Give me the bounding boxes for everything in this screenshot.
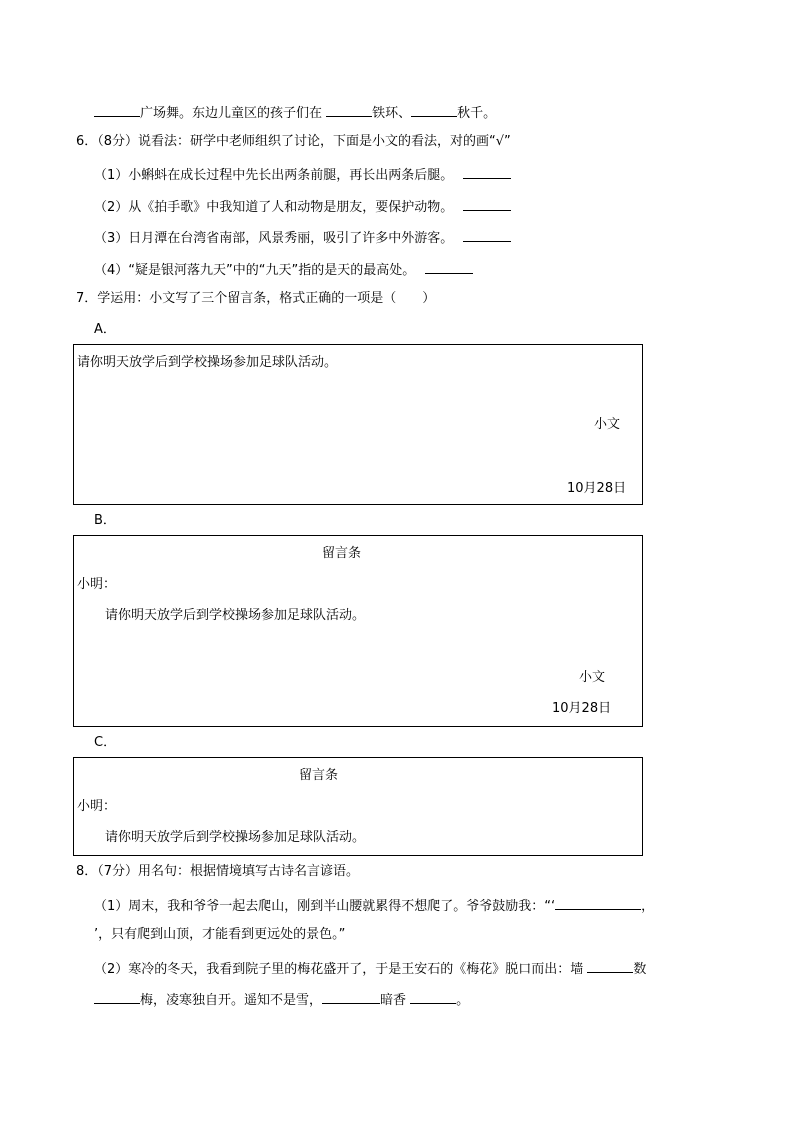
option-c-label[interactable]: C．	[94, 735, 117, 750]
q8-p2-text-1: （2）寒冷的冬天，我看到院子里的梅花盛开了，于是王安石的《梅花》脱口而出：墙	[94, 962, 584, 977]
q8-p1-text: （1）周末，我和爷爷一起去爬山，刚到半山腰就累得不想爬了。爷爷鼓励我：“‘	[94, 899, 556, 914]
q6-item-4	[94, 260, 473, 279]
option-c-body: 请你明天放学后到学校操场参加足球队活动。	[105, 830, 366, 845]
q8-p1-line2: ’，只有爬到山顶，才能看到更远处的景色。”	[94, 927, 346, 942]
q8-p1-comma: ，	[641, 899, 655, 914]
option-a-body: 请你明天放学后到学校操场参加足球队活动。	[77, 355, 338, 370]
q8-p2-text-4: 暗香	[380, 993, 407, 1008]
q5-tail-line	[94, 103, 496, 122]
q8-p1-line1	[94, 896, 654, 915]
answer-blank[interactable]	[463, 228, 511, 242]
option-c-salutation: 小明：	[77, 799, 117, 814]
option-a-box	[73, 344, 643, 505]
q8-p2-line2	[94, 990, 469, 1009]
option-b-label[interactable]: B．	[94, 513, 116, 528]
answer-blank[interactable]	[587, 959, 633, 973]
answer-blank[interactable]	[94, 103, 140, 117]
q5-text-1: 广场舞。东边儿童区的孩子们在	[140, 106, 323, 121]
option-b-body: 请你明天放学后到学校操场参加足球队活动。	[105, 608, 366, 623]
q8-p2-text-2: 数	[633, 962, 647, 977]
q8-p2-line1	[94, 959, 646, 978]
q8-p2-text-5: 。	[456, 993, 470, 1008]
answer-blank[interactable]	[411, 103, 457, 117]
q6-title: 6．（8分）说看法：研学中老师组织了讨论，下面是小文的看法，对的画“√”	[76, 134, 511, 149]
option-c-heading: 留言条	[299, 768, 339, 783]
answer-blank[interactable]	[425, 260, 473, 274]
option-a-label[interactable]: A．	[94, 322, 116, 337]
answer-blank[interactable]	[463, 165, 511, 179]
q8-p2-text-3: 梅，凌寒独自开。遥知不是雪，	[140, 993, 323, 1008]
q6-item-3	[94, 228, 511, 247]
q6-item-2	[94, 197, 511, 216]
q6-item-4-text: （4）“疑是银河落九天”中的“九天”指的是天的最高处。	[94, 263, 416, 278]
answer-blank[interactable]	[94, 990, 140, 1004]
option-b-salutation: 小明：	[77, 577, 117, 592]
q6-item-1-text: （1）小蝌蚪在成长过程中先长出两条前腿，再长出两条后腿。	[94, 168, 454, 183]
option-b-heading: 留言条	[322, 546, 362, 561]
q6-item-3-text: （3）日月潭在台湾省南部，风景秀丽，吸引了许多中外游客。	[94, 231, 454, 246]
answer-blank[interactable]	[463, 197, 511, 211]
option-b-box	[73, 535, 643, 727]
option-b-date: 10月28日	[552, 701, 612, 716]
q8-title: 8．（7分）用名句：根据情境填写古诗名言谚语。	[76, 864, 360, 879]
answer-blank[interactable]	[410, 990, 456, 1004]
q7-title: 7．学运用：小文写了三个留言条，格式正确的一项是（ ）	[76, 291, 436, 306]
answer-blank[interactable]	[322, 990, 380, 1004]
q5-text-2: 铁环、	[372, 106, 412, 121]
q5-text-3: 秋千。	[457, 106, 497, 121]
option-c-box	[73, 757, 643, 856]
q6-item-2-text: （2）从《拍手歌》中我知道了人和动物是朋友，要保护动物。	[94, 200, 454, 215]
q6-item-1	[94, 165, 511, 184]
answer-blank[interactable]	[555, 896, 641, 910]
option-a-sign: 小文	[594, 417, 621, 432]
option-b-sign: 小文	[579, 670, 606, 685]
option-a-date: 10月28日	[567, 481, 627, 496]
answer-blank[interactable]	[326, 103, 372, 117]
